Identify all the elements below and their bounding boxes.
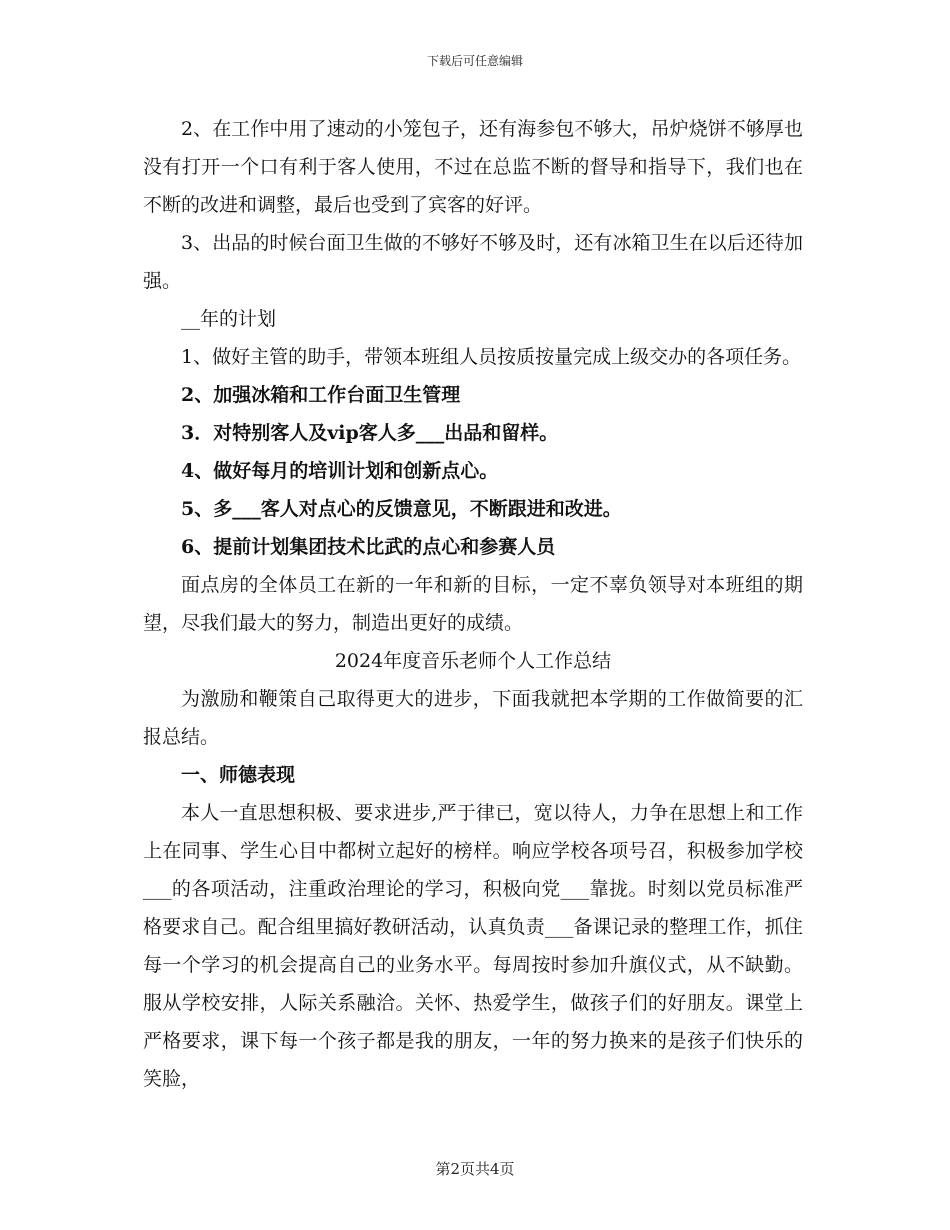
plan-item-6: 6、提前计划集团技术比武的点心和参赛人员 [181, 536, 556, 558]
plan-item-3: 3．对特别客人及vip客人多___出品和留样。 [181, 422, 559, 444]
intro-paragraph: 为激励和鞭策自己取得更大的进步，下面我就把本学期的工作做简要的汇报总结。 [143, 688, 803, 748]
body-paragraph: 本人一直思想积极、要求进步,严于律已，宽以待人，力争在思想上和工作上在同事、学生心目中都树立起好的榜样。响应学校各项号召，积极参加学校___的各项活动，注重政治理论的学习，积极向党___靠拢。时刻以党员标准严格要求自己。配合组里搞好教研活动，认真负责___备课记录的整理工作，抓住每一个学习的机会提高自己的业务水平。每周按时参加升旗仪式，从不缺勤。服从学校安排，人际关系融洽。关怀、热爱学生，做孩子们的好朋友。课堂上严格要求，课下每一个孩子都是我的朋友，一年的努力换来的是孩子们快乐的笑脸， [143, 802, 803, 1090]
page-footer: 第2页共4页 [435, 1160, 515, 1178]
plan-item-2: 2、加强冰箱和工作台面卫生管理 [181, 384, 461, 406]
paragraph-item-2-review: 2、在工作中用了速动的小笼包子，还有海参包不够大，吊炉烧饼不够厚也没有打开一个口有利于客人使用，不过在总监不断的督导和指导下，我们也在不断的改进和调整，最后也受到了宾客的好评。 [143, 118, 803, 216]
document-body [143, 110, 803, 1098]
closing-paragraph: 面点房的全体员工在新的一年和新的目标，一定不辜负领导对本班组的期望，尽我们最大的努力，制造出更好的成绩。 [143, 574, 803, 634]
section-heading: 一、师德表现 [181, 764, 296, 786]
plan-item-4: 4、做好每月的培训计划和创新点心。 [181, 460, 499, 482]
plan-item-5: 5、多___客人对点心的反馈意见，不断跟进和改进。 [181, 498, 622, 520]
paragraph-item-3-review: 3、出品的时候台面卫生做的不够好不够及时，还有冰箱卫生在以后还待加强。 [143, 232, 803, 292]
plan-heading: __年的计划 [181, 308, 277, 330]
article-title: 2024年度音乐老师个人工作总结 [334, 650, 612, 672]
page-header: 下载后可任意编辑 [426, 54, 523, 68]
plan-item-1: 1、做好主管的助手，带领本班组人员按质按量完成上级交办的各项任务。 [181, 346, 802, 368]
